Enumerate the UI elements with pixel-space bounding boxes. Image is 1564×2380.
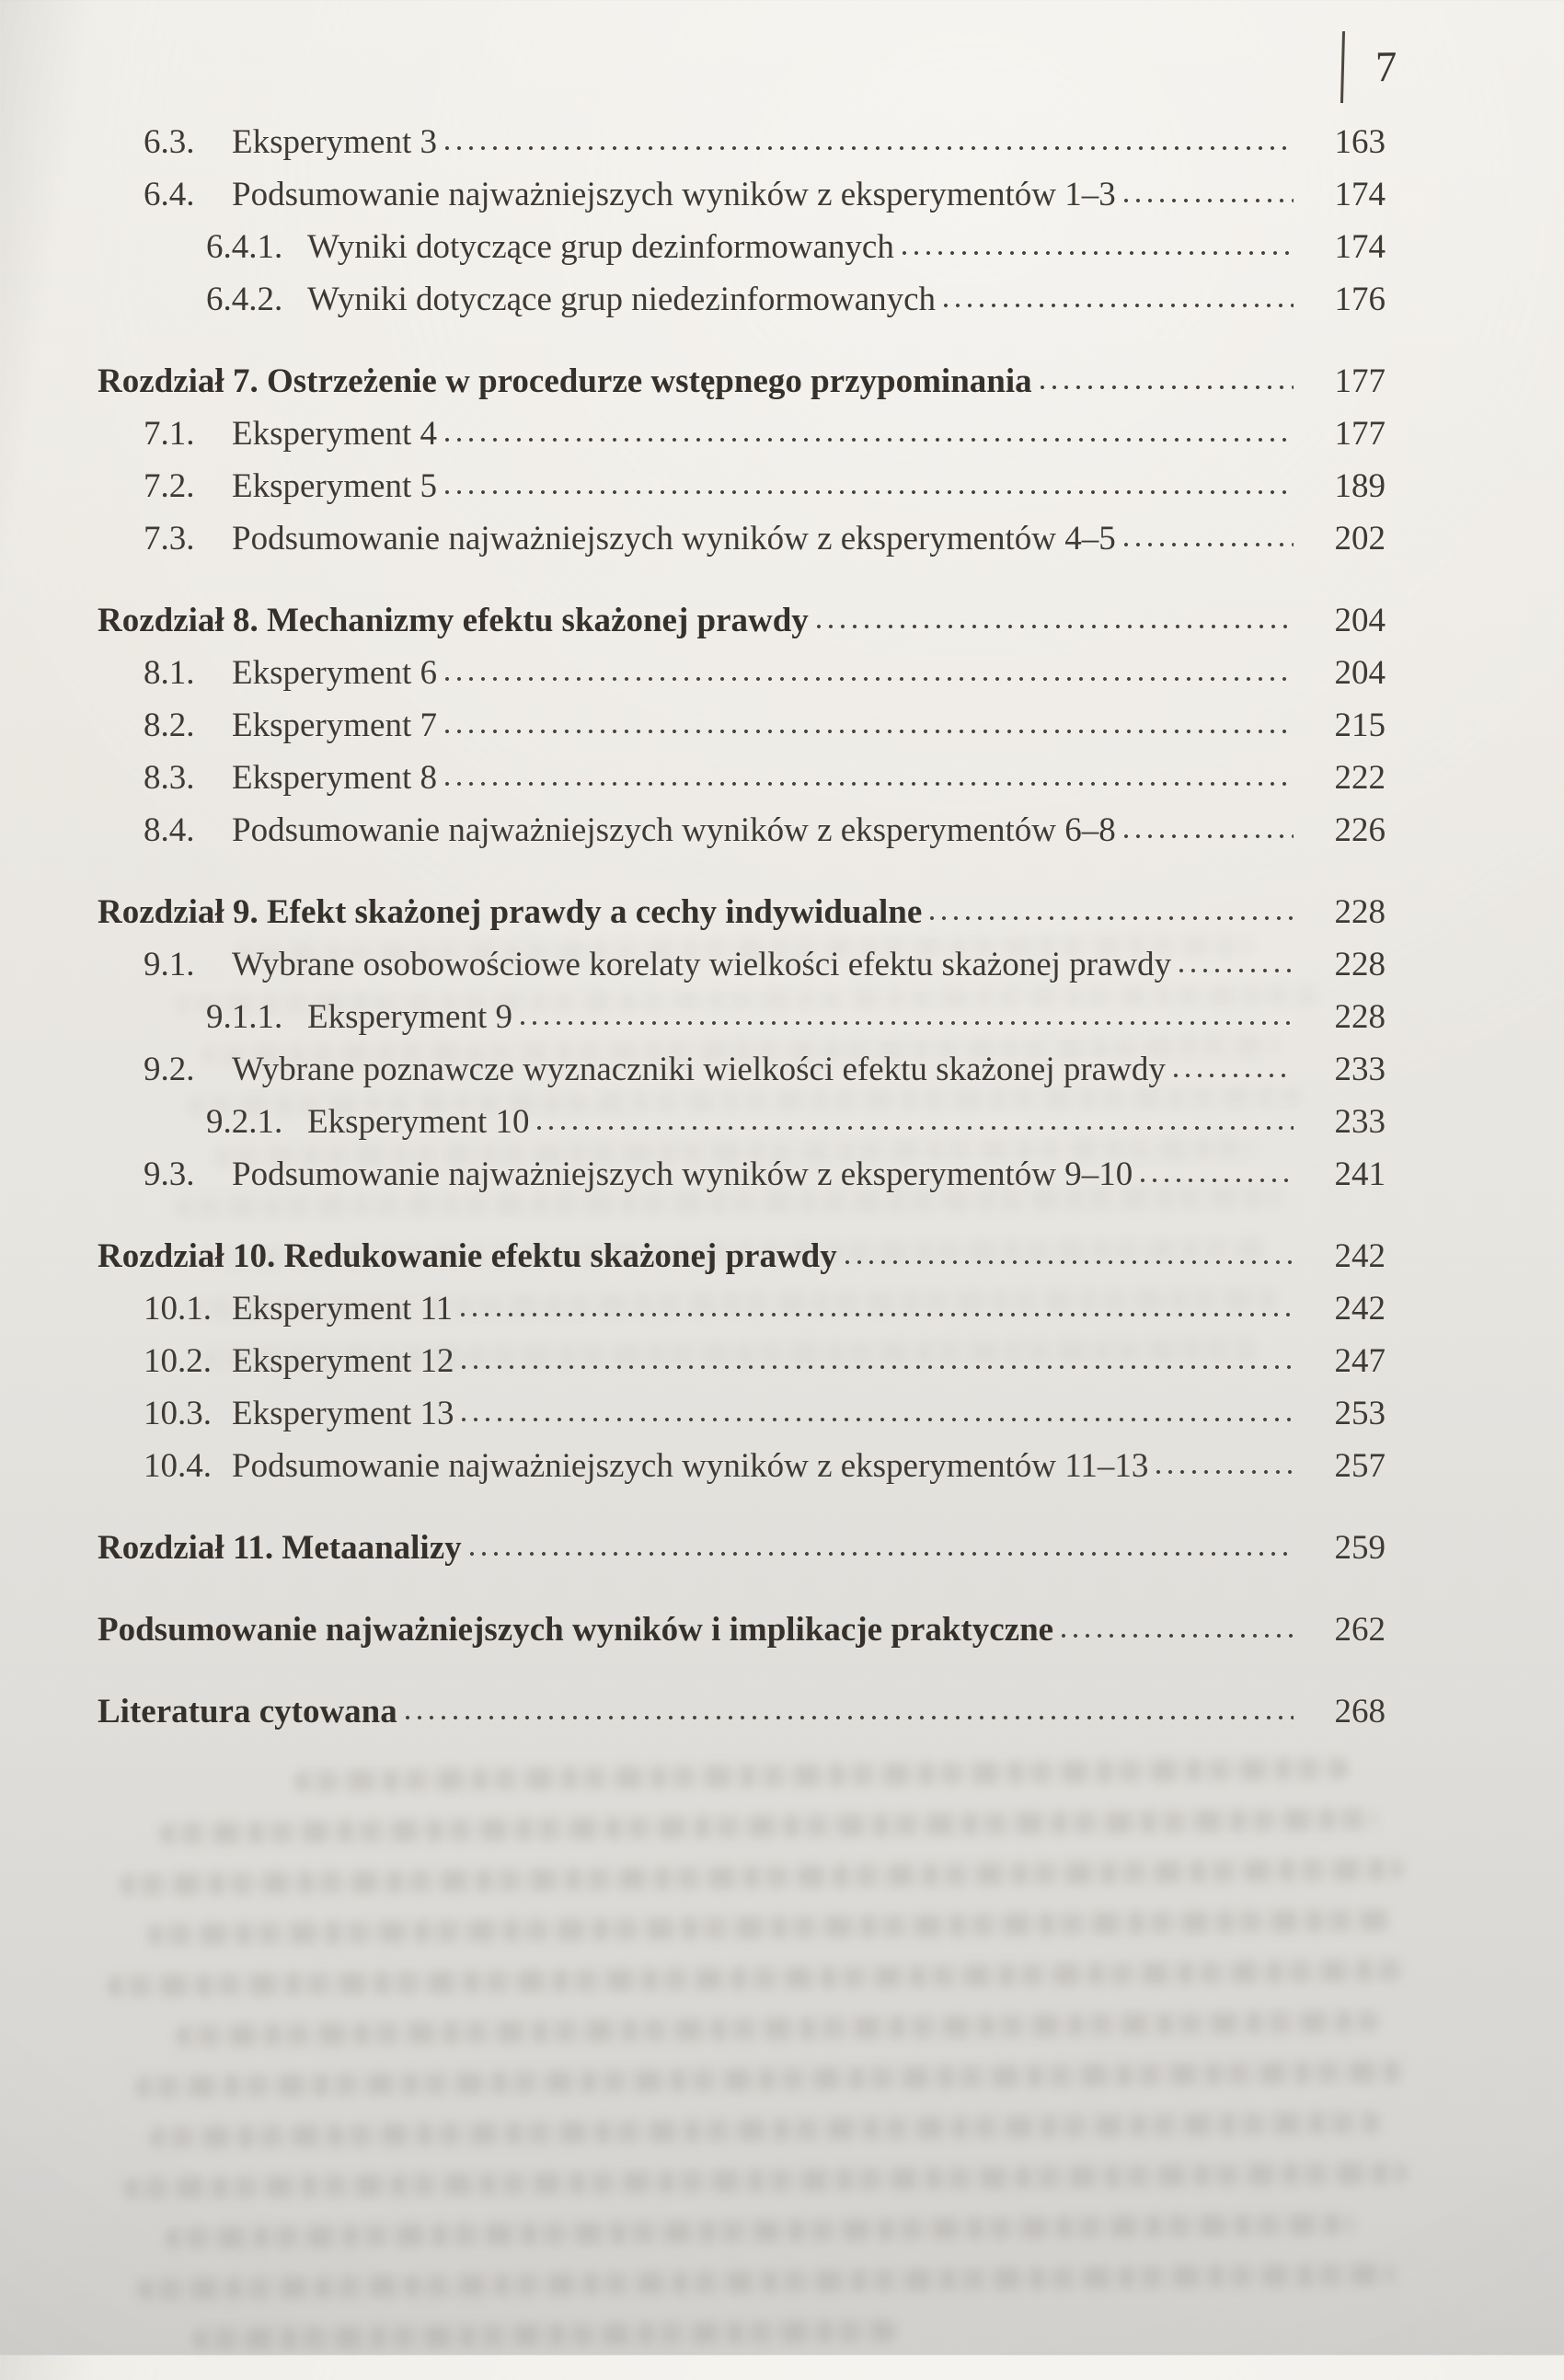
toc-chapter-entry [98, 1522, 1386, 1574]
toc-entry-page: 242 [1334, 1290, 1386, 1328]
toc-entry [98, 1148, 1386, 1201]
toc-entry [98, 116, 1386, 168]
toc-entry-number: 6.3. [144, 123, 195, 161]
toc-entry-title: Eksperyment 6 [232, 654, 437, 692]
toc-entry-page: 163 [1334, 123, 1386, 161]
dot-leader [1140, 1178, 1294, 1183]
toc-entry-page: 259 [1334, 1529, 1386, 1567]
toc-entry-number: 10.3. [144, 1395, 212, 1432]
toc-entry-title: Podsumowanie najważniejszych wyników z eksperymentów 6–8 [232, 811, 1116, 849]
toc-entry-page: 268 [1334, 1693, 1386, 1730]
toc-entry-page: 233 [1334, 1103, 1386, 1141]
toc-entry-title: Wybrane osobowościowe korelaty wielkości efektu skażonej prawdy [232, 946, 1172, 983]
toc-entry-number: 10.2. [144, 1342, 212, 1380]
toc-entry-page: 241 [1334, 1156, 1386, 1193]
toc-entry-number: 10.4. [144, 1447, 212, 1485]
toc-chapter-entry [98, 594, 1386, 647]
toc-chapter-entry [98, 1230, 1386, 1282]
toc-entry-title: Rozdział 11. Metaanalizy [98, 1529, 462, 1567]
toc-entry-page: 202 [1334, 520, 1386, 558]
toc-entry-title: Eksperyment 8 [232, 759, 437, 797]
toc-entry-number: 6.4. [144, 176, 195, 213]
toc-entry [98, 752, 1386, 804]
dot-leader [461, 1417, 1294, 1422]
toc-entry [98, 1096, 1386, 1148]
toc-entry-number: 7.2. [144, 467, 195, 505]
dot-leader [444, 489, 1294, 495]
toc-entry-page: 204 [1334, 602, 1386, 639]
toc-entry-number: 8.3. [144, 759, 195, 797]
toc-entry [98, 273, 1386, 326]
toc-chapter-entry [98, 886, 1386, 938]
table-of-contents [98, 116, 1386, 1738]
dot-leader [444, 145, 1294, 151]
toc-entry-title: Rozdział 7. Ostrzeżenie w procedurze wstępnego przypominania [98, 362, 1032, 400]
dot-leader [536, 1125, 1294, 1131]
dot-leader [1123, 198, 1294, 203]
dot-leader [902, 250, 1294, 256]
page-number: 7 [1374, 42, 1397, 91]
toc-entry-title: Wybrane poznawcze wyznaczniki wielkości efektu skażonej prawdy [232, 1051, 1166, 1088]
dot-leader [1123, 542, 1294, 547]
toc-entry-page: 228 [1334, 998, 1386, 1036]
toc-entry-number: 9.1.1. [206, 998, 283, 1036]
toc-entry-page: 174 [1334, 176, 1386, 213]
toc-entry-page: 228 [1334, 946, 1386, 983]
toc-entry-title: Wyniki dotyczące grup dezinformowanych [307, 228, 894, 266]
toc-entry [98, 699, 1386, 752]
toc-entry-page: 222 [1334, 759, 1386, 797]
toc-entry-title: Podsumowanie najważniejszych wyników z eksperymentów 4–5 [232, 520, 1116, 558]
toc-chapter-entry [98, 355, 1386, 408]
dot-leader [1179, 968, 1294, 973]
toc-entry-page: 247 [1334, 1342, 1386, 1380]
page-number-divider [1340, 31, 1344, 103]
toc-entry-page: 253 [1334, 1395, 1386, 1432]
toc-entry-title: Eksperyment 3 [232, 123, 437, 161]
toc-entry-number: 9.2. [144, 1051, 195, 1088]
toc-entry-title: Eksperyment 5 [232, 467, 437, 505]
toc-entry [98, 1282, 1386, 1335]
toc-entry-page: 257 [1334, 1447, 1386, 1485]
toc-entry-title: Eksperyment 12 [232, 1342, 454, 1380]
toc-entry-number: 10.1. [144, 1290, 212, 1328]
dot-leader [943, 303, 1294, 308]
toc-entry-number: 6.4.2. [206, 281, 283, 318]
toc-entry [98, 647, 1386, 699]
toc-entry-number: 8.1. [144, 654, 195, 692]
toc-entry-title: Rozdział 10. Redukowanie efektu skażonej prawdy [98, 1237, 837, 1275]
dot-leader [1040, 385, 1294, 390]
toc-entry-number: 9.3. [144, 1156, 195, 1193]
toc-entry [98, 168, 1386, 221]
dot-leader [405, 1715, 1294, 1720]
toc-entry-number: 6.4.1. [206, 228, 283, 266]
toc-entry-title: Eksperyment 11 [232, 1290, 454, 1328]
toc-entry-title: Podsumowanie najważniejszych wyników z eksperymentów 11–13 [232, 1447, 1149, 1485]
toc-entry-page: 177 [1334, 415, 1386, 453]
dot-leader [1173, 1073, 1294, 1078]
toc-entry [98, 1043, 1386, 1096]
toc-entry-title: Eksperyment 10 [307, 1103, 530, 1141]
toc-entry [98, 991, 1386, 1043]
dot-leader [460, 1312, 1294, 1317]
toc-entry-page: 228 [1334, 893, 1386, 931]
dot-leader [444, 729, 1294, 734]
dot-leader [1061, 1633, 1294, 1638]
toc-entry [98, 1335, 1386, 1387]
toc-entry-number: 7.1. [144, 415, 195, 453]
toc-entry-page: 189 [1334, 467, 1386, 505]
toc-entry-page: 174 [1334, 228, 1386, 266]
dot-leader [469, 1551, 1294, 1557]
toc-entry-page: 242 [1334, 1237, 1386, 1275]
toc-entry-title: Podsumowanie najważniejszych wyników z eksperymentów 1–3 [232, 176, 1116, 213]
toc-entry-page: 233 [1334, 1051, 1386, 1088]
toc-entry-title: Eksperyment 13 [232, 1395, 454, 1432]
toc-entry [98, 1387, 1386, 1440]
toc-entry-page: 262 [1334, 1611, 1386, 1649]
dot-leader [444, 676, 1294, 682]
toc-entry [98, 512, 1386, 565]
dot-leader [520, 1020, 1294, 1026]
dot-leader [461, 1364, 1294, 1370]
toc-entry-title: Literatura cytowana [98, 1693, 397, 1730]
toc-entry [98, 408, 1386, 460]
toc-entry-title: Eksperyment 4 [232, 415, 437, 453]
dot-leader [444, 781, 1294, 787]
toc-entry-title: Wyniki dotyczące grup niedezinformowanych [307, 281, 937, 318]
toc-chapter-entry [98, 1685, 1386, 1738]
toc-entry [98, 1440, 1386, 1492]
toc-entry-title: Rozdział 9. Efekt skażonej prawdy a cechy indywidualne [98, 893, 923, 931]
toc-entry-page: 215 [1334, 707, 1386, 744]
toc-entry-page: 204 [1334, 654, 1386, 692]
toc-entry-number: 8.4. [144, 811, 195, 849]
toc-entry-number: 9.1. [144, 946, 195, 983]
toc-entry-title: Rozdział 8. Mechanizmy efektu skażonej prawdy [98, 602, 809, 639]
bleed-through-text-bottom [105, 1756, 1465, 2380]
toc-entry [98, 938, 1386, 991]
page-header [1341, 31, 1397, 103]
toc-entry-title: Podsumowanie najważniejszych wyników i implikacje praktyczne [98, 1611, 1054, 1649]
toc-chapter-entry [98, 1604, 1386, 1656]
toc-entry-page: 226 [1334, 811, 1386, 849]
toc-entry [98, 804, 1386, 857]
dot-leader [1123, 834, 1294, 839]
dot-leader [816, 624, 1294, 629]
dot-leader [929, 915, 1294, 921]
toc-entry-page: 176 [1334, 281, 1386, 318]
toc-entry-page: 177 [1334, 362, 1386, 400]
toc-entry-number: 7.3. [144, 520, 195, 558]
toc-entry-number: 8.2. [144, 707, 195, 744]
toc-entry-number: 9.2.1. [206, 1103, 283, 1141]
toc-entry-title: Eksperyment 9 [307, 998, 512, 1036]
dot-leader [1156, 1469, 1294, 1475]
dot-leader [845, 1259, 1294, 1265]
toc-entry [98, 221, 1386, 273]
toc-entry-title: Podsumowanie najważniejszych wyników z eksperymentów 9–10 [232, 1156, 1133, 1193]
toc-entry-title: Eksperyment 7 [232, 707, 437, 744]
dot-leader [444, 437, 1294, 443]
toc-entry [98, 460, 1386, 512]
